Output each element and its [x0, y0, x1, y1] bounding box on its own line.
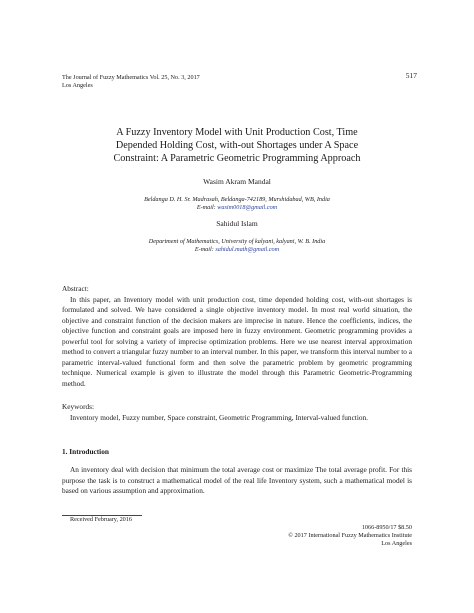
- title-line-1: A Fuzzy Inventory Model with Unit Production Cost, Time: [116, 127, 358, 138]
- author-name: Sahidul Islam: [216, 219, 258, 228]
- affiliation-text: Beldanga D. H. Sr. Madrasah, Beldanga-742189, Murshidabad, WB, India: [144, 196, 330, 203]
- title-line-3: Constraint: A Parametric Geometric Programming Approach: [113, 153, 361, 164]
- title-line-2: Depended Holding Cost, with-out Shortages under A Space: [115, 140, 359, 151]
- abstract-heading: Abstract:: [62, 284, 89, 293]
- author-affiliation: [0, 196, 474, 212]
- affiliation-text: Department of Mathematics, University of kalyani, kalyani, W. B. India: [148, 238, 326, 245]
- author-name: Wasim Akram Mandal: [203, 177, 271, 186]
- author-affiliation: [0, 238, 474, 254]
- page-number: 517: [405, 71, 417, 80]
- keywords-section: [62, 402, 412, 423]
- abstract-text: In this paper, an Inventory model with unit production cost, time depended holding cost, with-out shortages is formulated and solved. We have considered a single objective inventory model. In most real world situation, the objective and constraint function of the decision makers are imprecise in nature. Hence the coefficients, indices, the objective function and constraint goals are imposed here in fuzzy environment. Geometric programming provides a powerful tool for solving a variety of imprecise optimization problems. Here we use nearest interval approximation method to convert a triangular fuzzy number to an interval number. In this paper, we transform this interval number to a parametric interval-valued functional form and then solve the parametric problem by geometric programming technique. Numerical example is given to illustrate the model through this Parametric Geometric-Programming method.: [62, 294, 412, 388]
- author-email: [0, 246, 474, 254]
- abstract-section: [62, 284, 412, 389]
- received-footnote: Received February, 2016: [70, 516, 132, 523]
- paper-title: [40, 126, 434, 165]
- author-email: [0, 204, 474, 212]
- copyright-footer: [0, 524, 412, 548]
- publisher-location: Los Angeles: [381, 540, 412, 547]
- keywords-text: Inventory model, Fuzzy number, Space constraint, Geometric Programming, Interval-valued function.: [70, 412, 368, 422]
- copyright-line: © 2017 International Fuzzy Mathematics Institute: [288, 532, 412, 539]
- introduction-text: An inventory deal with decision that minimum the total average cost or maximize The total average profit. For this purpose the task is to construct a mathematical model of the real life Inventory system, such a mathematical model is based on various assumption and approximation.: [62, 465, 412, 495]
- issn-line: 1066-8950/17 $8.50: [361, 524, 412, 531]
- keywords-heading: Keywords:: [62, 402, 95, 411]
- journal-name: The Journal of Fuzzy Mathematics Vol. 25, No. 3, 2017: [62, 74, 200, 81]
- email-label: E-mail:: [196, 204, 216, 211]
- journal-location: Los Angeles: [62, 82, 93, 89]
- email-label: E-mail:: [194, 246, 214, 253]
- email-link[interactable]: wasim0018@gmail.com: [217, 204, 278, 211]
- email-link[interactable]: sahidul.math@gmail.com: [215, 246, 280, 253]
- section-heading: 1. Introduction: [62, 447, 109, 456]
